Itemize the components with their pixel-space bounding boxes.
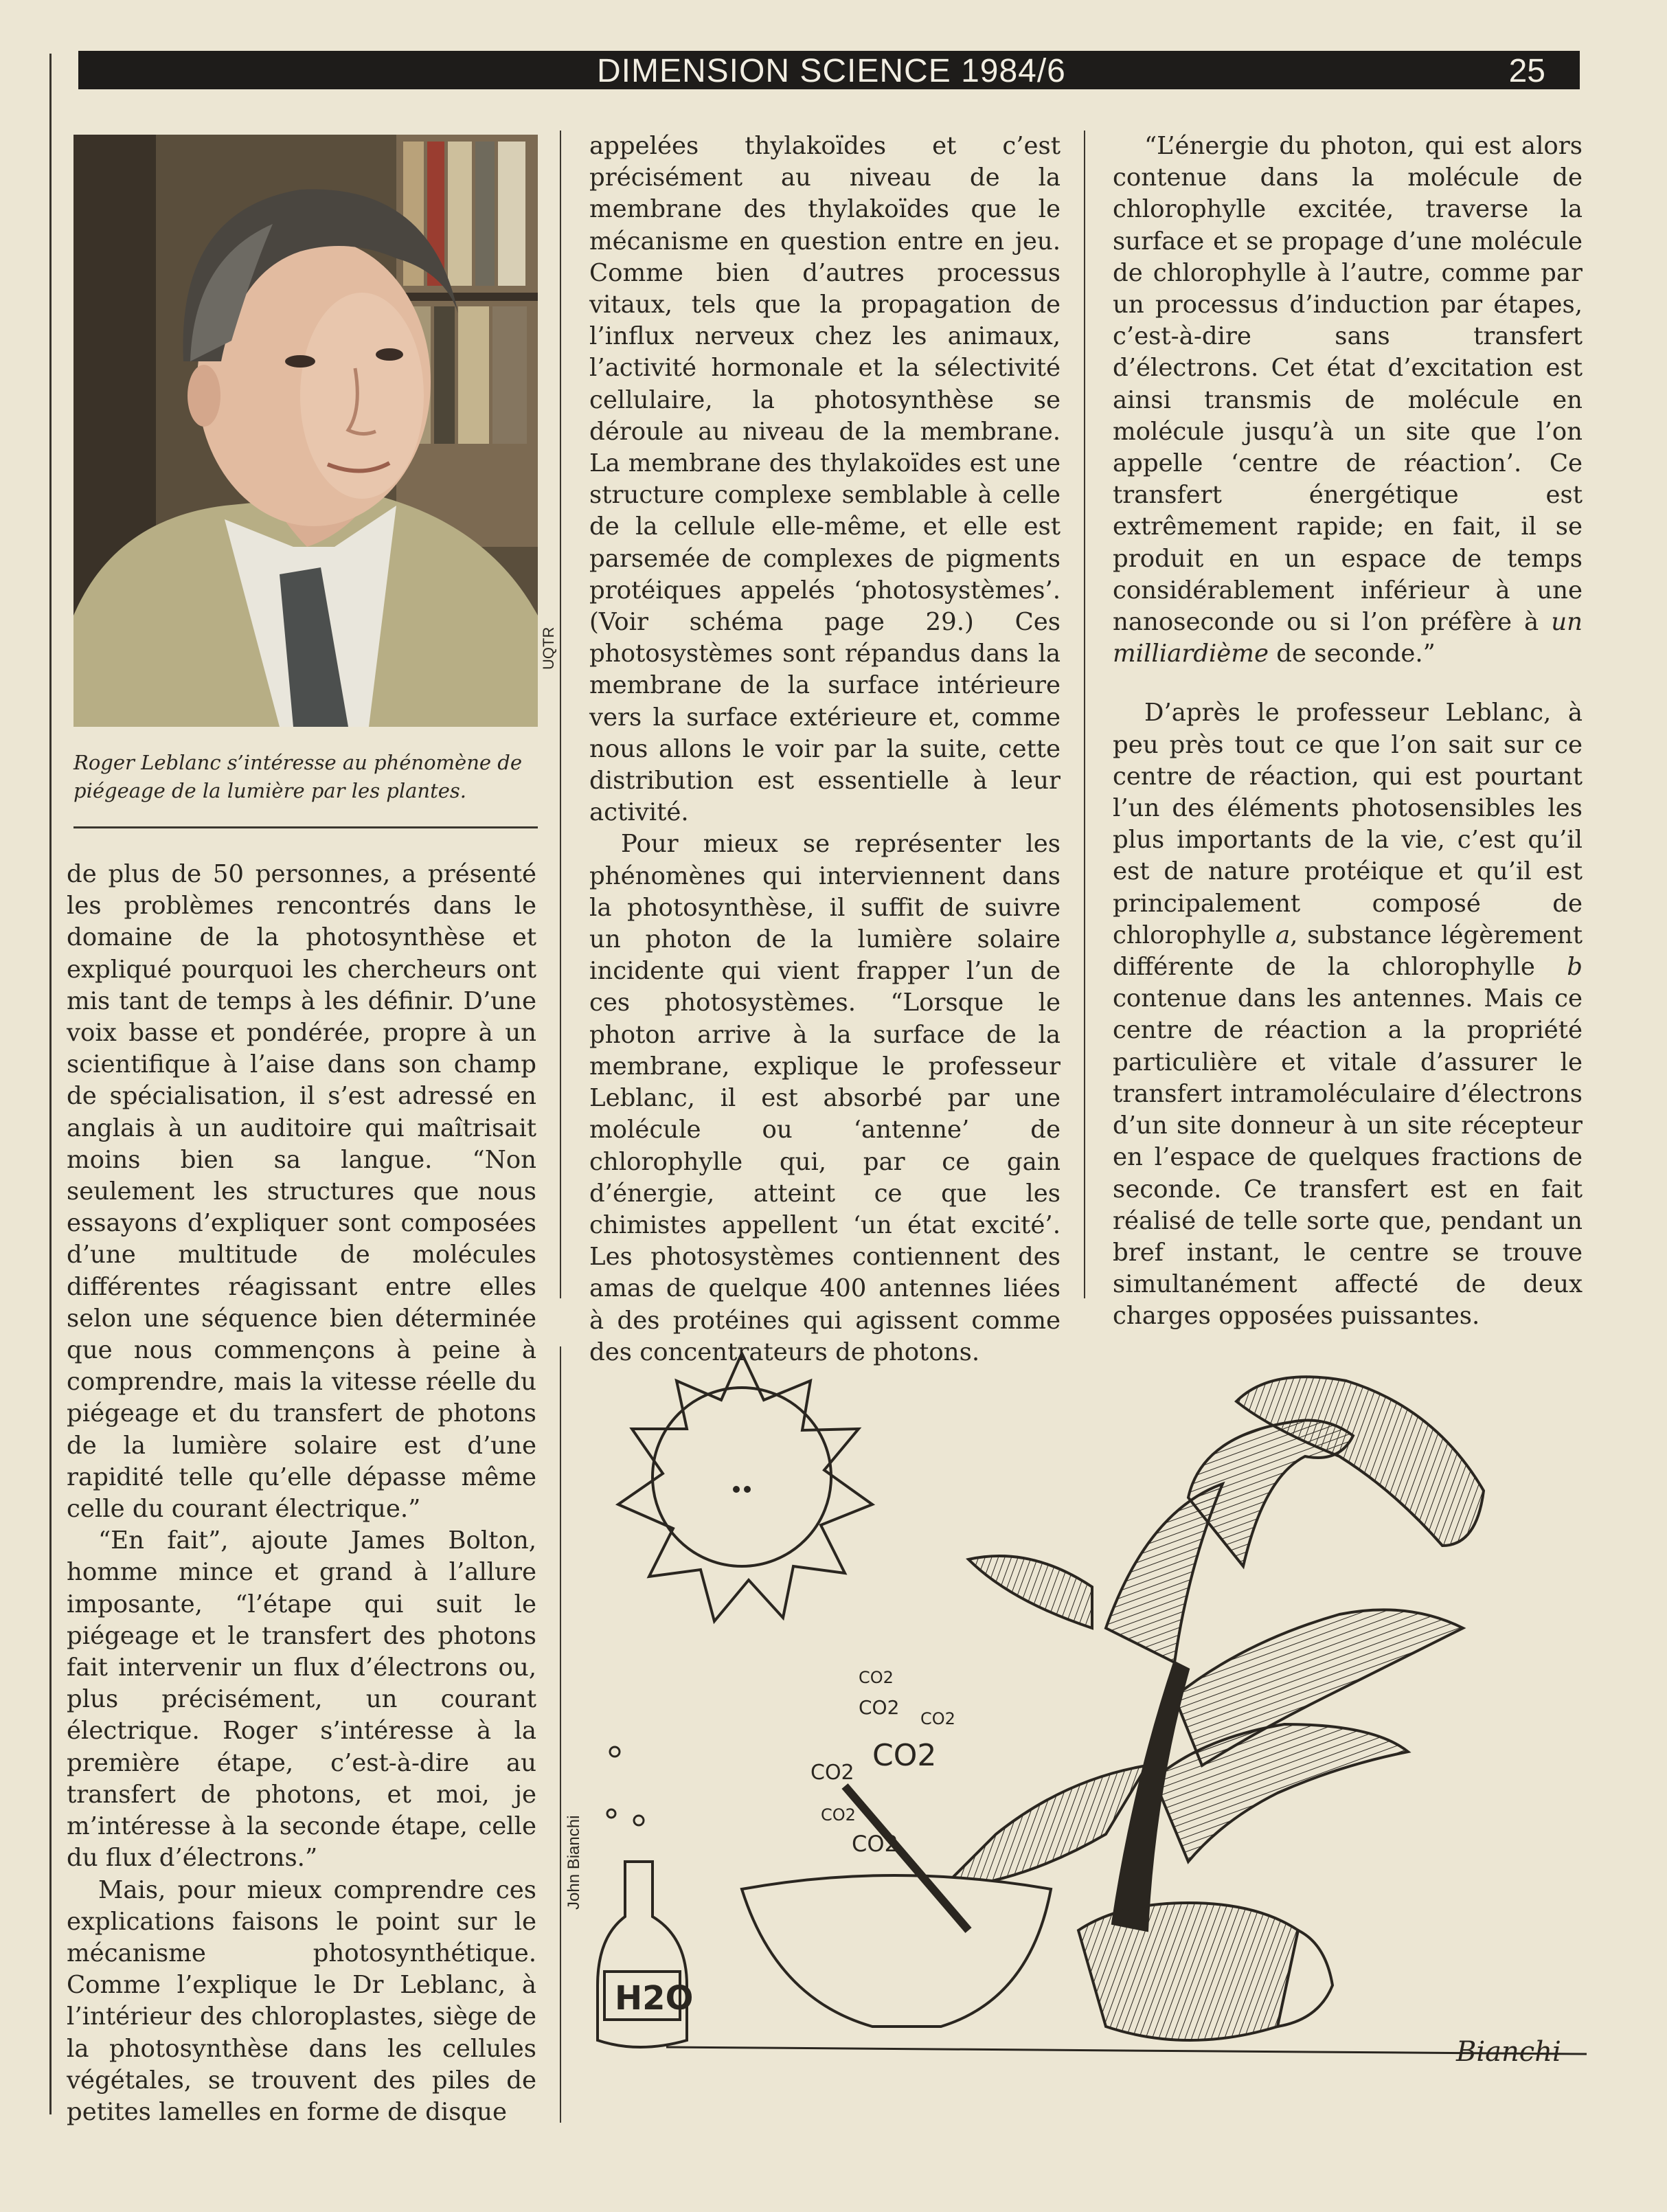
emphasis: b	[1567, 953, 1583, 982]
bubble	[610, 1747, 620, 1757]
photo-caption: Roger Leblanc s’intéresse au phénomène de piégeage de la lumière par les plantes.	[73, 751, 522, 802]
emphasis: un milliardième	[1113, 608, 1583, 668]
plant-drawing	[941, 1377, 1484, 1930]
paragraph: Pour mieux se représenter les phénomènes qui interviennent dans la photosynthèse, il suffit de suivre un photon de la lumière solaire incidente qui vient frapper l’un de ces photosystèmes. “Lorsque le photon arrive à la surface de la membrane, explique le professeur Leblanc, il est absorbé par une molécule ou ‘antenne’ de chlorophylle qui, par ce gain d’énergie, atteint ce que les chimistes appellent ‘un état excité’. Les photosystèmes contiennent des amas de quelque 400 antennes liées à des protéines qui agissent comme des concentrateurs de photons.	[589, 830, 1061, 1366]
magazine-title: DIMENSION SCIENCE 1984/6	[597, 53, 1066, 89]
portrait-illustration	[73, 135, 538, 727]
paragraph: de plus de 50 personnes, a présenté les problèmes rencontrés dans le domaine de la photosynthèse et expliqué pourquoi les chercheurs ont mis tant de temps à les définir. D’une voix basse et pondérée, propre à un scientifique à l’aise dans son champ de spécialisation, il s’est adressé en anglais à un auditoire qui maîtrisait moins bien sa langue. “Non seulement les structures que nous essayons d’expliquer sont composées d’une multitude de molécules différentes réagissant entre elles selon une séquence bien déterminée que nous commençons à peine à comprendre, mais la vitesse réelle du piégeage et du transfert de photons de la lumière solaire est d’une rapidité telle qu’elle dépasse même celle du courant électrique.”	[67, 860, 536, 1524]
bottle-label: H2O	[615, 1979, 694, 2018]
sun-drawing	[618, 1353, 872, 1621]
co2-label: CO2	[920, 1709, 955, 1728]
text-run: de seconde.”	[1268, 640, 1436, 668]
flower-pot-drawing	[1078, 1903, 1333, 2040]
bubble	[607, 1809, 615, 1818]
running-header	[78, 51, 1580, 89]
emphasis: a	[1275, 921, 1291, 949]
column-divider	[560, 1346, 561, 2123]
text-run: “L’énergie du photon, qui est alors contenue dans la molécule de chlorophylle excitée, traverse la surface et se propage d’une molécule de chlorophylle à l’autre, comme par un processus d’induction par étapes, c’est-à-dire sans transfert d’électrons. Cet état d’excitation est ainsi transmis de molécule en molécule jusqu’à un site que l’on appelle ‘centre de réaction’. Ce transfert énergétique est extrêmement rapide; en fait, il se produit en un espace de temps considérablement inférieur à une nanoseconde ou si l’on préfère à	[1113, 132, 1583, 637]
page-number: 25	[1508, 53, 1545, 89]
illustration-credit: John Bianchi	[565, 1815, 583, 1910]
bowl-drawing	[742, 1786, 1051, 2027]
co2-label: CO2	[810, 1761, 854, 1785]
photo-credit: UQTR	[540, 627, 557, 670]
co2-label: CO2	[859, 1668, 894, 1687]
paragraph: appelées thylakoïdes et c’est précisément au niveau de la membrane des thylakoïdes que le mécanisme en question entre en jeu. Comme bien d’autres processus vitaux, tels que la propagation de l’influx nerveux chez les animaux, l’activité hormonale et la sélectivité cellulaire, la photosynthèse se déroule au niveau de la membrane. La membrane des thylakoïdes est une structure complexe semblable à celle de la cellule elle-même, et elle est parsemée de complexes de pigments protéiques appelés ‘photosystèmes’. (Voir schéma page 29.) Ces photosystèmes sont répandus dans la membrane de la surface intérieure vers la surface extérieure et, comme nous allons le voir par la suite, cette distribution est essentielle à leur activité.	[589, 132, 1061, 827]
left-margin-rule	[49, 54, 52, 2114]
co2-label: CO2	[859, 1696, 900, 1719]
water-bottle-drawing	[598, 1862, 687, 2047]
portrait-photo	[73, 135, 538, 727]
artist-signature: Bianchi	[1456, 2036, 1561, 2068]
text-run: D’après le professeur Leblanc, à peu près tout ce que l’on sait sur ce centre de réaction, qui est pourtant l’un des éléments photosensibles les plus importants de la vie, c’est qu’il est de nature protéique et qu’il est principalement composé de chlorophylle	[1113, 699, 1583, 949]
text-run: contenue dans les antennes. Mais ce centre de réaction a la propriété particulière et vitale d’assurer le transfert intramoléculaire d’électrons d’un site donneur à un site récepteur en l’espace de quelques fractions de seconde. Ce transfert est en fait réalisé de telle sorte que, pendant un bref instant, le centre se trouve simultanément affecté de deux charges opposées puissantes.	[1113, 984, 1583, 1331]
paragraph	[1113, 131, 1583, 670]
ground-line	[666, 2047, 1587, 2054]
column-divider	[560, 131, 561, 1298]
text-column-1	[67, 859, 536, 2128]
paragraph: Mais, pour mieux comprendre ces explications faisons le point sur le mécanisme photosynthétique. Comme l’explique le Dr Leblanc, à l’intérieur des chloroplastes, siège de la photosynthèse dans les cellules végétales, se trouvent des piles de petites lamelles en forme de disque	[67, 1875, 536, 2126]
co2-label: CO2	[872, 1738, 937, 1773]
column-divider	[1084, 131, 1085, 1298]
caption-rule	[73, 826, 538, 828]
text-column-2	[589, 131, 1061, 1368]
paragraph: “En fait”, ajoute James Bolton, homme mince et grand à l’allure imposante, “l’étape qui suit le piégeage et le transfert des photons fait intervenir un flux d’électrons ou, plus précisément, un courant électrique. Roger s’intéresse à la première étape, c’est-à-dire au transfert de photons, et moi, je m’intéresse à la seconde étape, celle du flux d’électrons.”	[67, 1526, 536, 1873]
plant-illustration	[584, 1340, 1600, 2116]
text-column-3	[1113, 131, 1583, 1333]
bubble	[634, 1816, 644, 1825]
text-run: , substance légèrement différente de la chlorophylle	[1113, 921, 1583, 982]
co2-label: CO2	[852, 1831, 898, 1857]
paragraph	[1113, 697, 1583, 1332]
co2-label: CO2	[821, 1805, 856, 1825]
